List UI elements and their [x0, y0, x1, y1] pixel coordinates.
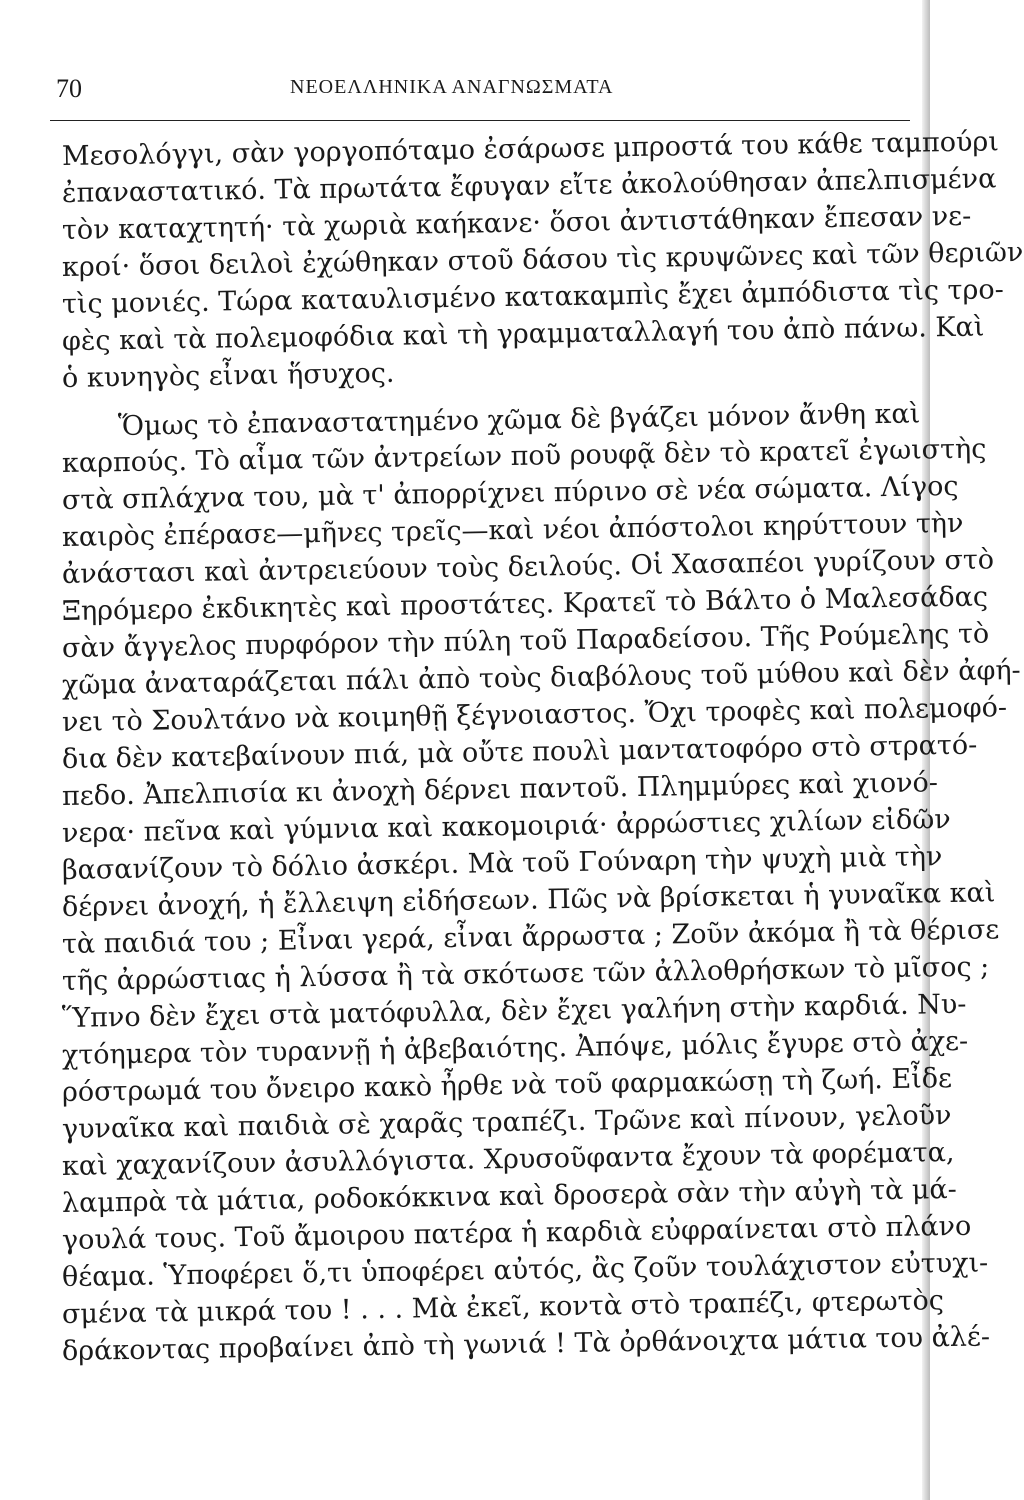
text-line: καιρὸς ἐπέρασε—μῆνες τρεῖς—καὶ νέοι ἀπόστολοι κηρύττουν τὴν — [61, 507, 964, 553]
running-title: ΝΕΟΕΛΛΗΝΙΚΑ ΑΝΑΓΝΩΣΜΑΤΑ — [290, 76, 614, 98]
text-line: δράκοντας προβαίνει ἀπὸ τὴ γωνιά ! Τὰ ὀρθάνοιχτα μάτια του ἀλέ- — [61, 1321, 991, 1367]
text-line: τὰ παιδιά του ; Εἶναι γερά, εἶναι ἄρρωστα ; Ζοῦν ἀκόμα ἢ τὰ θέρισε — [61, 914, 1000, 960]
text-line: Ξηρόμερο ἐκδικητὲς καὶ προστάτες. Κρατεῖ τὸ Βάλτο ὁ Μαλεσάδας — [61, 581, 989, 627]
text-line: γυναῖκα καὶ παιδιὰ σὲ χαρᾶς τραπέζι. Τρῶνε καὶ πίνουν, γελοῦν — [61, 1100, 952, 1145]
text-line: τὸν καταχτητή· τὰ χωριὰ καήκανε· ὅσοι ἀντιστάθηκαν ἔπεσαν νε- — [61, 200, 972, 246]
text-line: φὲς καὶ τὰ πολεμοφόδια καὶ τὴ γραμματαλλαγή του ἀπὸ πάνω. Καὶ — [61, 311, 985, 357]
text-line: ὁ κυνηγὸς εἶναι ἥσυχος. — [61, 357, 395, 394]
text-line: θέαμα. Ὑποφέρει ὅ,τι ὑποφέρει αὐτός, ἂς ζοῦν τουλάχιστον εὐτυχι- — [61, 1247, 989, 1293]
text-line: Μεσολόγγι, σὰν γοργοπόταμο ἐσάρωσε μπροστά του κάθε ταμπούρι — [61, 126, 1000, 172]
text-line: Ὕπνο δὲν ἔχει στὰ ματόφυλλα, δὲν ἔχει γαλήνη στὴν καρδιά. Νυ- — [61, 988, 967, 1034]
page-number: 70 — [56, 74, 82, 103]
text-line: πεδο. Ἀπελπισία κι ἀνοχὴ δέρνει παντοῦ. Πλημμύρες καὶ χιονό- — [61, 767, 939, 812]
text-line: Ὅμως τὸ ἐπαναστατημένο χῶμα δὲ βγάζει μόνον ἄνθη καὶ — [117, 398, 921, 442]
text-line: ρόστρωμά του ὄνειρο κακὸ ἦρθε νὰ τοῦ φαρμακώσῃ τὴ ζωή. Εἶδε — [61, 1063, 953, 1108]
text-line: βασανίζουν τὸ δόλιο ἀσκέρι. Μὰ τοῦ Γούναρη τὴν ψυχὴ μιὰ τὴν — [61, 841, 943, 886]
text-line: δέρνει ἀνοχή, ἡ ἔλλειψη εἰδήσεων. Πῶς νὰ βρίσκεται ἡ γυναῖκα καὶ — [61, 877, 996, 923]
text-line: νει τὸ Σουλτάνο νὰ κοιμηθῇ ξέγνοιαστος. Ὄχι τροφὲς καὶ πολεμοφό- — [61, 692, 1008, 738]
text-line: ἐπαναστατικό. Τὰ πρωτάτα ἔφυγαν εἴτε ἀκολούθησαν ἀπελπισμένα — [61, 163, 997, 209]
text-line: στὰ σπλάχνα του, μὰ τ' ἀπορρίχνει πύρινο σὲ νέα σώματα. Λίγος — [61, 470, 959, 516]
text-line: νερα· πεῖνα καὶ γύμνια καὶ κακομοιριά· ἀρρώστιες χιλίων εἰδῶν — [61, 804, 951, 849]
text-line: σὰν ἄγγελος πυρφόρον τὴν πύλη τοῦ Παραδείσου. Τῆς Ρούμελης τὸ — [61, 618, 990, 664]
text-line: κροί· ὅσοι δειλοὶ ἐχώθηκαν στοῦ δάσου τὶς κρυψῶνες καὶ τῶν θεριῶν — [61, 236, 1024, 283]
text-line: δια δὲν κατεβαίνουν πιά, μὰ οὔτε πουλὶ μαντατοφόρο στὸ στρατό- — [61, 729, 978, 775]
text-line: τῆς ἀρρώστιας ἡ λύσσα ἢ τὰ σκότωσε τῶν ἀλλοθρήσκων τὸ μῖσος ; — [61, 951, 990, 997]
text-line: λαμπρὰ τὰ μάτια, ροδοκόκκινα καὶ δροσερὰ σὰν τὴν αὐγὴ τὰ μά- — [61, 1173, 957, 1219]
text-line: τὶς μονιές. Τώρα καταυλισμένο κατακαμπὶς ἔχει ἀμπόδιστα τὶς τρο- — [61, 274, 1004, 320]
text-line: γουλά τους. Τοῦ ἄμοιρου πατέρα ἡ καρδιὰ εὐφραίνεται στὸ πλάνο — [61, 1210, 972, 1256]
text-line: χτόημερα τὸν τυραννῇ ἡ ἀβεβαιότης. Ἀπόψε, μόλις ἔγυρε στὸ ἀχε- — [61, 1025, 969, 1071]
text-line: ἀνάστασι καὶ ἀντρειεύουν τοὺς δειλούς. Οἱ Χασαπέοι γυρίζουν στὸ — [61, 544, 995, 590]
text-line: καὶ χαχανίζουν ἀσυλλόγιστα. Χρυσοῦφαντα ἔχουν τὰ φορέματα, — [61, 1136, 955, 1182]
text-line: χῶμα ἀναταράζεται πάλι ἀπὸ τοὺς διαβόλους τοῦ μύθου καὶ δὲν ἀφή- — [61, 654, 1021, 701]
text-line: καρπούς. Τὸ αἷμα τῶν ἀντρείων ποῦ ρουφᾷ δὲν τὸ κρατεῖ ἐγωιστὴς — [61, 433, 987, 479]
text-line: σμένα τὰ μικρά του ! . . . Μὰ ἐκεῖ, κοντὰ στὸ τραπέζι, φτερωτὸς — [61, 1285, 945, 1330]
